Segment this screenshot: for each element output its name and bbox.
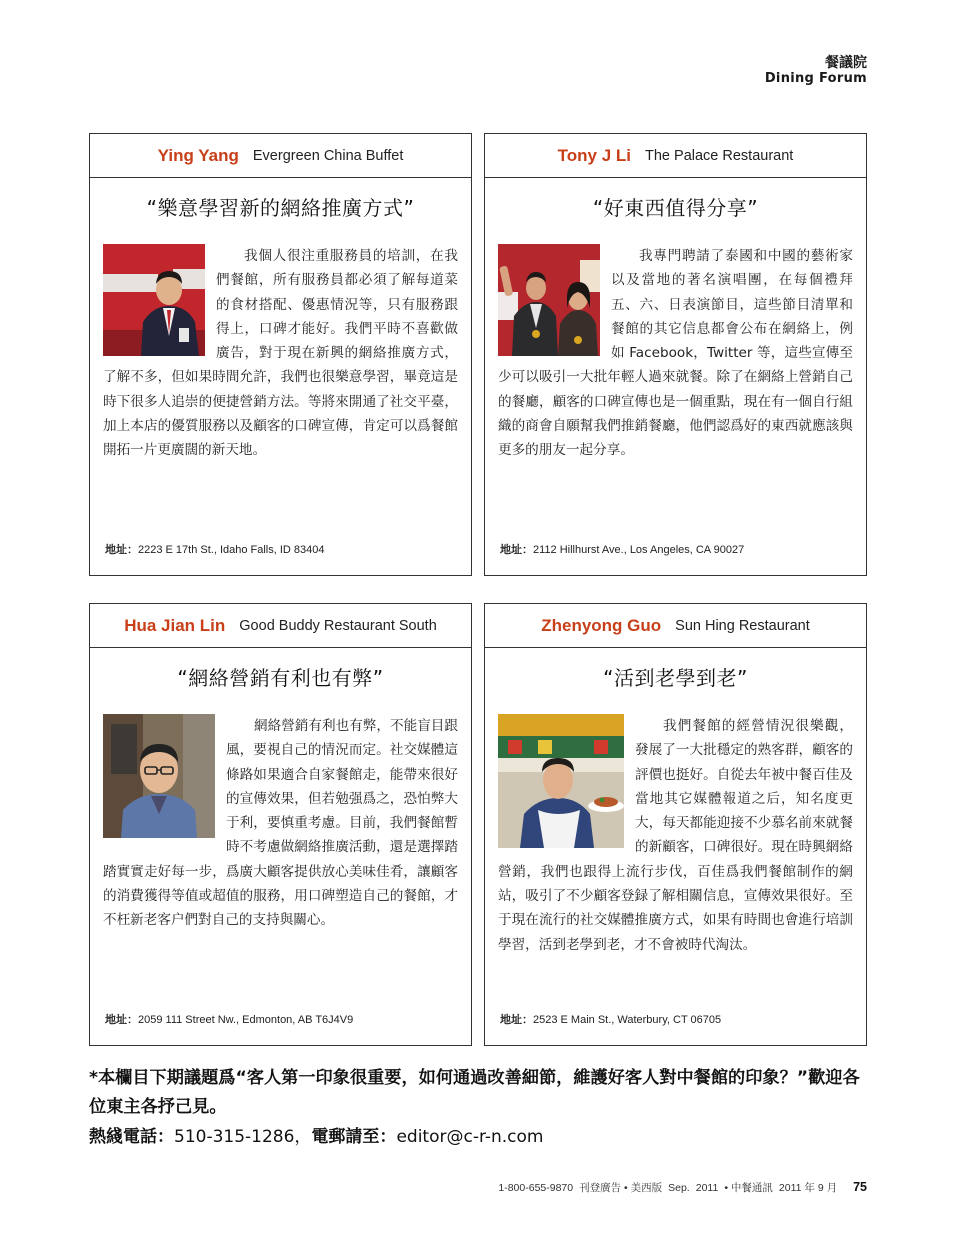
card-body [103, 714, 458, 933]
forum-card-tony-j-li [484, 133, 867, 576]
card-body-text: 我專門聘請了泰國和中國的藝術家以及當地的著名演唱團，在每個禮拜五、六、日表演節目，這些節目清單和餐館的其它信息都會公布在網絡上，例如 Facebook，Twitter 等，這些宣傳至少可以吸引一大批年輕人過來就餐。除了在網絡上營銷自己的餐廳，顧客的口碑宣傳也是一個重點，現在有一個自行組織的商會自願幫我們推銷餐廳，他們認爲好的東西就應該與更多的朋友一起分享。 [498, 248, 853, 459]
address-text: 2523 E Main St., Waterbury, CT 06705 [533, 1014, 722, 1026]
card-body [103, 244, 458, 463]
card-quote: “活到老學到老” [603, 666, 748, 690]
card-header [485, 134, 866, 178]
address-label: 地址： [500, 1013, 533, 1026]
card-header [485, 604, 866, 648]
owner-photo [498, 244, 600, 356]
owner-name: Zhenyong Guo [541, 615, 662, 635]
card-body-text: 網絡營銷有利也有弊，不能盲目跟風，要視自己的情況而定。社交媒體這條路如果適合自家餐館走，能帶來很好的宣傳效果，但若勉强爲之，恐怕弊大于利，要慎重考慮。目前，我們餐館暫時不考慮做網絡推廣活動，還是選擇踏踏實實走好每一步，爲廣大顧客提供放心美味佳肴，讓顧客的消費獲得等值或超值的服務，用口碑塑造自己的餐館，才不枉新老客户們對自己的支持與關心。 [103, 718, 458, 929]
forum-card-ying-yang [89, 133, 472, 576]
card-address [500, 1011, 721, 1027]
footer-ad-text: 刊登廣告 • 美西版 [579, 1182, 663, 1194]
owner-name: Hua Jian Lin [124, 615, 226, 635]
footer-date-zh: 2011 年 9 月 [778, 1182, 838, 1194]
footer-magazine: • 中餐通訊 [724, 1182, 773, 1194]
card-address [105, 541, 325, 557]
address-label: 地址： [105, 543, 138, 556]
contact-line [89, 1122, 543, 1147]
footer-year: 2011 [695, 1182, 719, 1194]
email-address[interactable]: editor@c-r-n.com [396, 1127, 544, 1147]
owner-name: Ying Yang [157, 145, 239, 165]
card-body-text: 我個人很注重服務員的培訓，在我們餐館，所有服務員都必須了解每道菜的食材搭配、優惠情況等，只有服務跟得上，口碑才能好。我們平時不喜歡做廣告，對于現在新興的網絡推廣方式，了解不多，但如果時間允許，我們也很樂意學習，畢竟這是時下很多人追崇的便捷營銷方法。等將來開通了社交平臺，加上本店的優質服務以及顧客的口碑宣傳，肯定可以爲餐館開拓一片更廣闊的新天地。 [103, 248, 458, 459]
footer-phone: 1-800-655-9870 [498, 1182, 574, 1194]
card-body [498, 714, 853, 957]
forum-card-hua-jian-lin [89, 603, 472, 1046]
card-body [498, 244, 853, 463]
email-label: 電郵請至： [311, 1127, 397, 1147]
card-quote: “樂意學習新的網絡推廣方式” [146, 196, 415, 220]
section-title-en: Dining Forum [764, 71, 867, 86]
owner-photo [103, 244, 205, 356]
section-title-zh: 餐議院 [825, 55, 867, 71]
card-quote: “好東西值得分享” [592, 196, 759, 220]
forum-card-zhenyong-guo [484, 603, 867, 1046]
card-body-text: 我們餐館的經營情況很樂觀，發展了一大批穩定的熟客群，顧客的評價也挺好。自從去年被中餐百佳及當地其它媒體報道之后，知名度更大，每天都能迎接不少慕名前來就餐的新顧客，口碑很好。現在時興網絡營銷，我們也跟得上流行步伐，百佳爲我們餐館制作的網站，吸引了不少顧客登録了解相關信息，宣傳效果很好。至于現在流行的社交媒體推廣方式，如果有時間也會進行培訓學習，活到老學到老，才不會被時代淘汰。 [498, 718, 853, 953]
hotline-number: 510-315-1286， [174, 1127, 312, 1147]
next-topic-notice: *本欄目下期議題爲“客人第一印象很重要，如何通過改善細節，維護好客人對中餐館的印象？”歡迎各位東主各抒己見。 [89, 1068, 860, 1117]
card-address [500, 541, 744, 557]
hotline-label: 熱綫電話： [89, 1127, 174, 1147]
card-quote: “網絡營銷有利也有弊” [177, 666, 384, 690]
restaurant-name: Evergreen China Buffet [252, 147, 404, 164]
address-text: 2223 E 17th St., Idaho Falls, ID 83404 [138, 544, 325, 556]
restaurant-name: The Palace Restaurant [645, 147, 794, 164]
owner-name: Tony J Li [557, 145, 632, 165]
address-text: 2112 Hillhurst Ave., Los Angeles, CA 90027 [533, 544, 745, 556]
restaurant-name: Good Buddy Restaurant South [239, 617, 437, 634]
address-label: 地址： [105, 1013, 138, 1026]
card-header [90, 604, 471, 648]
card-address [105, 1011, 353, 1027]
restaurant-name: Sun Hing Restaurant [675, 617, 810, 634]
card-header [90, 134, 471, 178]
owner-photo [498, 714, 624, 848]
address-text: 2059 111 Street Nw., Edmonton, AB T6J4V9 [138, 1014, 354, 1026]
footer-month: Sep. [668, 1182, 690, 1194]
owner-photo [103, 714, 215, 838]
address-label: 地址： [500, 543, 533, 556]
page-number: 75 [853, 1180, 867, 1194]
page-footer [498, 1180, 867, 1195]
